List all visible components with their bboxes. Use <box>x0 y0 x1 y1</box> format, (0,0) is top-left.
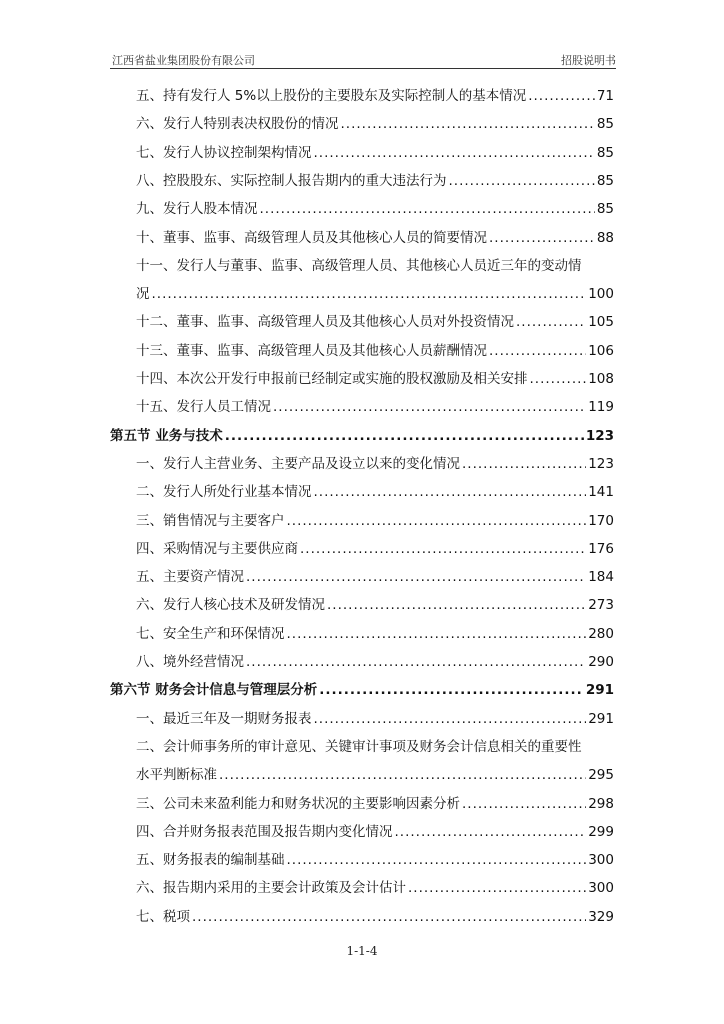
toc-entry-title: 七、税项 <box>136 908 190 925</box>
toc-entry-page: 300 <box>588 852 614 869</box>
toc-entry-title: 四、合并财务报表范围及报告期内变化情况 <box>136 823 393 840</box>
dot-leader <box>327 595 586 615</box>
toc-entry-title: 八、控股股东、实际控制人报告期内的重大违法行为 <box>136 172 447 189</box>
toc-entry-title: 九、发行人股本情况 <box>136 201 258 218</box>
toc-entry-page: 85 <box>596 172 614 189</box>
toc-entry-page: 176 <box>588 540 614 557</box>
toc-entry[interactable] <box>136 341 614 361</box>
toc-entry[interactable] <box>136 822 614 842</box>
toc-entry[interactable] <box>136 878 614 898</box>
toc-entry[interactable] <box>136 482 614 502</box>
toc-entry[interactable] <box>136 228 614 248</box>
toc-entry-page: 123 <box>585 427 614 444</box>
toc-entry[interactable] <box>136 567 614 587</box>
dot-leader <box>341 114 595 134</box>
toc-entry[interactable] <box>136 737 614 757</box>
toc-entry-title: 二、会计师事务所的审计意见、关键审计事项及财务会计信息相关的重要性 <box>136 738 582 755</box>
toc-entry[interactable] <box>136 765 614 785</box>
toc-entry-page: 290 <box>588 654 614 670</box>
toc-entry-title: 三、销售情况与主要客户 <box>136 512 285 529</box>
toc-entry-title: 况 <box>136 286 150 303</box>
toc-entry[interactable] <box>136 539 614 559</box>
toc-entry[interactable] <box>136 143 614 163</box>
toc-entry-title: 六、发行人特别表决权股份的情况 <box>136 116 339 133</box>
toc-entry[interactable] <box>136 284 614 304</box>
toc-entry-page: 141 <box>588 484 614 501</box>
toc-entry-page: 170 <box>588 512 614 529</box>
toc-entry[interactable] <box>136 256 614 276</box>
toc-entry-title: 十一、发行人与董事、监事、高级管理人员、其他核心人员近三年的变动情 <box>136 257 582 274</box>
toc-entry-page: 100 <box>588 286 614 303</box>
toc-entry-page: 184 <box>588 569 614 586</box>
company-name: 江西省盐业集团股份有限公司 <box>112 54 255 67</box>
toc-entry[interactable] <box>136 907 614 927</box>
toc-entry-title: 六、发行人核心技术及研发情况 <box>136 597 325 614</box>
toc-entry-title: 十五、发行人员工情况 <box>136 399 271 416</box>
dot-leader <box>314 143 595 163</box>
toc-entry-page: 88 <box>596 229 614 246</box>
toc-entry-title: 十二、董事、监事、高级管理人员及其他核心人员对外投资情况 <box>136 314 514 331</box>
toc-entry-page: 299 <box>588 823 614 840</box>
dot-leader <box>152 284 587 304</box>
toc-entry[interactable] <box>136 850 614 870</box>
toc-entry-title: 第五节 业务与技术 <box>110 427 223 444</box>
toc-entry-page: 105 <box>588 314 614 331</box>
dot-leader <box>489 341 586 361</box>
toc-entry-page: 106 <box>588 342 614 359</box>
toc-entry-page: 329 <box>588 908 614 925</box>
dot-leader <box>314 482 587 502</box>
dot-leader <box>246 652 586 672</box>
dot-leader <box>273 397 586 417</box>
toc-entry[interactable] <box>136 312 614 332</box>
toc-entry-page: 280 <box>588 625 614 642</box>
toc-entry-title: 一、发行人主营业务、主要产品及设立以来的变化情况 <box>136 455 460 472</box>
toc-section-entry[interactable] <box>110 426 614 446</box>
toc-entry-page: 298 <box>588 795 614 812</box>
dot-leader <box>219 765 586 785</box>
dot-leader <box>287 850 587 870</box>
dot-leader <box>449 171 595 191</box>
dot-leader <box>530 369 587 389</box>
toc-entry-title: 六、报告期内采用的主要会计政策及会计估计 <box>136 880 406 897</box>
toc-entry[interactable] <box>136 624 614 644</box>
toc-entry[interactable] <box>136 114 614 134</box>
toc-entry-page: 291 <box>585 682 614 699</box>
toc-entry[interactable] <box>136 652 614 672</box>
toc-entry-page: 71 <box>596 88 614 104</box>
toc-entry[interactable] <box>136 511 614 531</box>
dot-leader <box>462 454 586 474</box>
toc-entry-page: 295 <box>588 767 614 784</box>
dot-leader <box>516 312 586 332</box>
toc-entry-title: 十、董事、监事、高级管理人员及其他核心人员的简要情况 <box>136 229 487 246</box>
toc-entry-title: 五、主要资产情况 <box>136 569 244 586</box>
dot-leader <box>395 822 587 842</box>
toc-entry-title: 二、发行人所处行业基本情况 <box>136 484 312 501</box>
toc-entry-title: 十三、董事、监事、高级管理人员及其他核心人员薪酬情况 <box>136 342 487 359</box>
toc-section-entry[interactable] <box>110 680 614 700</box>
dot-leader <box>314 709 587 729</box>
dot-leader <box>300 539 586 559</box>
dot-leader <box>225 426 584 446</box>
dot-leader <box>319 680 584 700</box>
toc-entry[interactable] <box>136 709 614 729</box>
toc-entry-page: 119 <box>588 399 614 416</box>
toc-entry-page: 123 <box>588 455 614 472</box>
toc-entry-title: 四、采购情况与主要供应商 <box>136 540 298 557</box>
dot-leader <box>462 794 586 814</box>
toc-entry-page: 273 <box>588 597 614 614</box>
dot-leader <box>408 878 586 898</box>
toc-entry-title: 水平判断标准 <box>136 767 217 784</box>
toc-entry[interactable] <box>136 199 614 219</box>
dot-leader <box>260 199 595 219</box>
toc-entry-title: 五、财务报表的编制基础 <box>136 852 285 869</box>
toc-entry-page: 85 <box>596 201 614 218</box>
toc-entry[interactable] <box>136 86 614 106</box>
toc-entry-page: 85 <box>596 144 614 161</box>
toc-entry[interactable] <box>136 794 614 814</box>
dot-leader <box>287 511 587 531</box>
toc-entry-page: 108 <box>588 371 614 387</box>
dot-leader <box>287 624 587 644</box>
toc-entry[interactable] <box>136 397 614 417</box>
toc-entry-page: 85 <box>596 116 614 133</box>
toc-entry[interactable] <box>136 454 614 474</box>
dot-leader <box>489 228 595 248</box>
toc-entry[interactable] <box>136 171 614 191</box>
document-title: 招股说明书 <box>561 54 616 67</box>
toc-entry[interactable] <box>136 595 614 615</box>
toc-entry-page: 291 <box>588 710 614 727</box>
toc-entry-title: 第六节 财务会计信息与管理层分析 <box>110 682 318 699</box>
toc-entry-title: 八、境外经营情况 <box>136 654 244 670</box>
toc-entry-page: 300 <box>588 880 614 897</box>
toc-entry-title: 五、持有发行人 5%以上股份的主要股东及实际控制人的基本情况 <box>136 88 527 104</box>
dot-leader <box>246 567 586 587</box>
toc-entry-title: 十四、本次公开发行申报前已经制定或实施的股权激励及相关安排 <box>136 371 528 387</box>
page-number: 1-1-4 <box>346 944 378 958</box>
dot-leader <box>192 907 586 927</box>
toc-entry-title: 三、公司未来盈利能力和财务状况的主要影响因素分析 <box>136 795 460 812</box>
toc-entry-title: 七、发行人协议控制架构情况 <box>136 144 312 161</box>
toc-entry-title: 七、安全生产和环保情况 <box>136 625 285 642</box>
toc-entry[interactable] <box>136 369 614 389</box>
page-header <box>110 52 616 69</box>
toc-entry-title: 一、最近三年及一期财务报表 <box>136 710 312 727</box>
dot-leader <box>528 86 595 106</box>
